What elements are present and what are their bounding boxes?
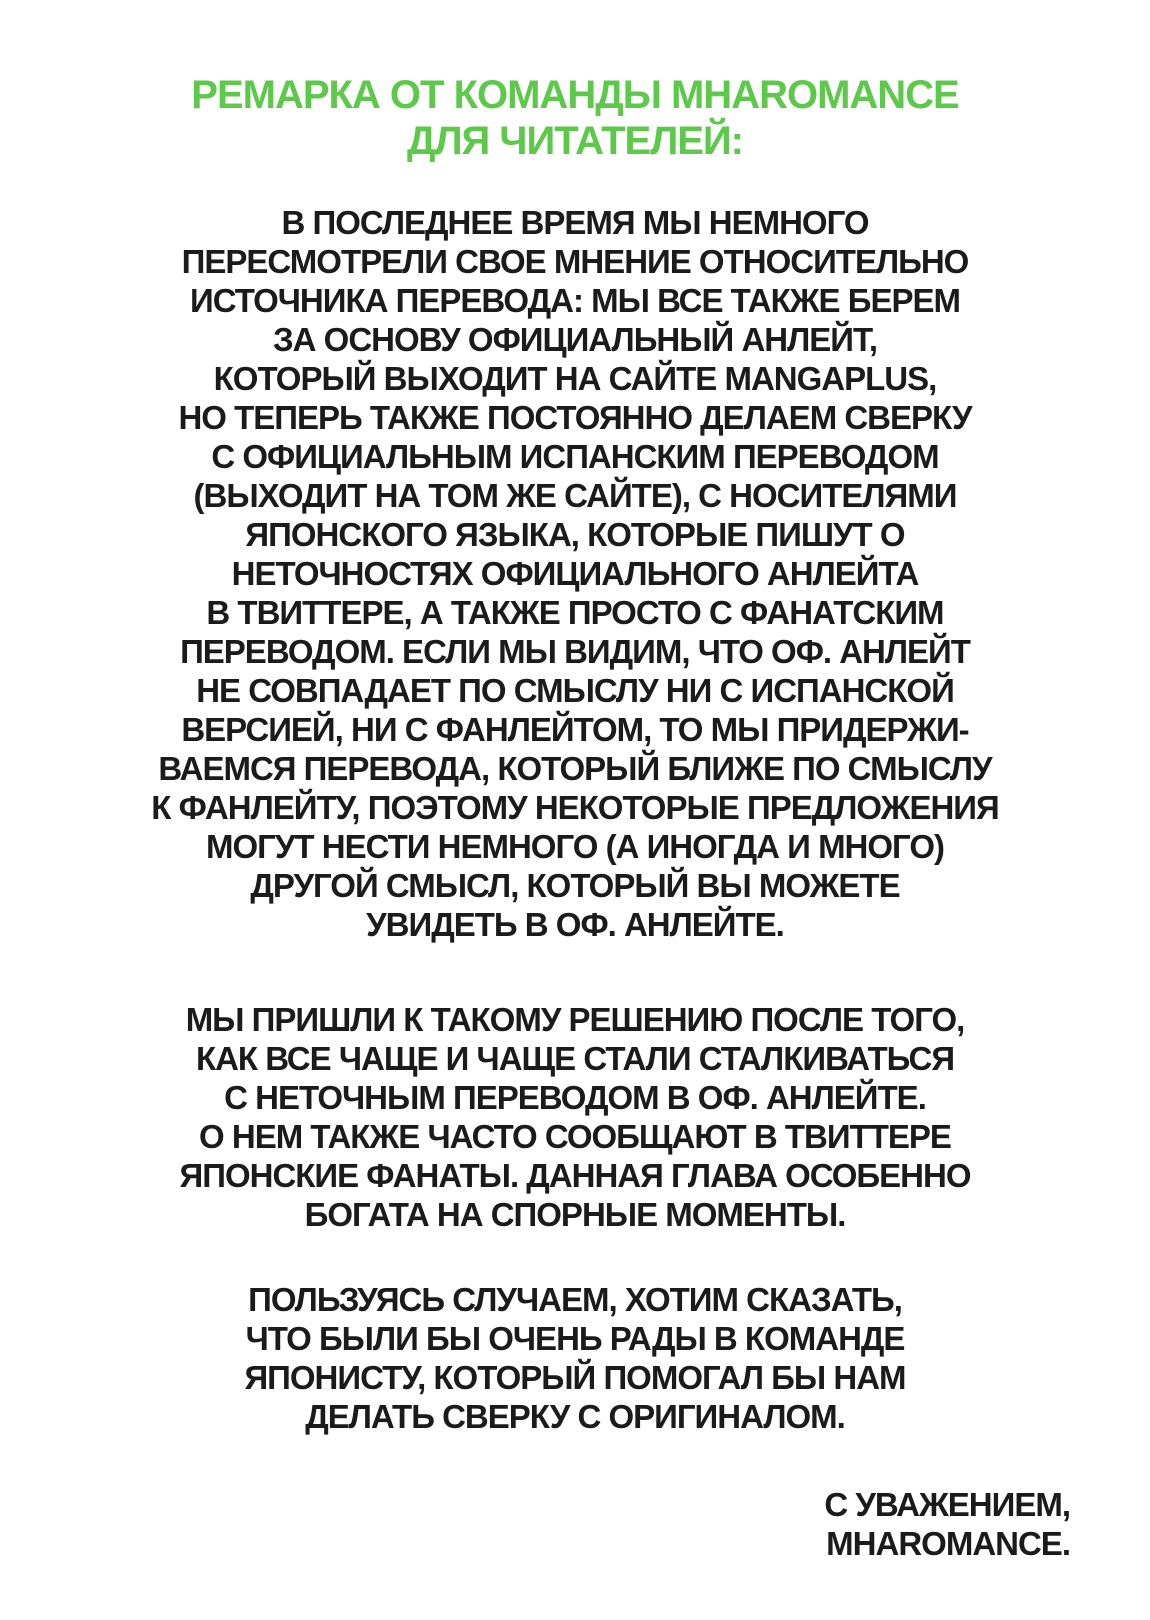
text-line: В ТВИТТЕРЕ, А ТАКЖЕ ПРОСТО С ФАНАТСКИМ: [206, 594, 944, 631]
text-line: МОГУТ НЕСТИ НЕМНОГО (А ИНОГДА И МНОГО): [206, 828, 944, 865]
signature-line: MHAROMANCE.: [826, 1525, 1070, 1562]
text-line: НЕТОЧНОСТЯХ ОФИЦИАЛЬНОГО АНЛЕЙТА: [231, 555, 919, 592]
paragraph-decision-reason: [55, 1000, 1095, 1234]
text-line: НО ТЕПЕРЬ ТАКЖЕ ПОСТОЯННО ДЕЛАЕМ СВЕРКУ: [178, 399, 972, 436]
page-title: [0, 72, 1150, 164]
text-line: МЫ ПРИШЛИ К ТАКОМУ РЕШЕНИЮ ПОСЛЕ ТОГО,: [185, 1001, 965, 1038]
paragraph-translation-sources: [55, 203, 1095, 944]
text-line: КОТОРЫЙ ВЫХОДИТ НА САЙТЕ MANGAPLUS,: [213, 360, 937, 397]
text-line: КАК ВСЕ ЧАЩЕ И ЧАЩЕ СТАЛИ СТАЛКИВАТЬСЯ: [195, 1040, 955, 1077]
text-line: ДЕЛАТЬ СВЕРКУ С ОРИГИНАЛОМ.: [305, 1398, 845, 1435]
text-line: С НЕТОЧНЫМ ПЕРЕВОДОМ В ОФ. АНЛЕЙТЕ.: [224, 1079, 926, 1116]
text-line: ЯПОНИСТУ, КОТОРЫЙ ПОМОГАЛ БЫ НАМ: [244, 1359, 906, 1396]
title-line: РЕМАРКА ОТ КОМАНДЫ MHAROMANCE: [191, 73, 959, 117]
text-line: ВЕРСИЕЙ, НИ С ФАНЛЕЙТОМ, ТО МЫ ПРИДЕРЖИ-: [181, 711, 969, 748]
note-body: [55, 203, 1095, 1436]
text-line: (ВЫХОДИТ НА ТОМ ЖЕ САЙТЕ), С НОСИТЕЛЯМИ: [193, 477, 957, 514]
text-line: ПЕРЕСМОТРЕЛИ СВОЕ МНЕНИЕ ОТНОСИТЕЛЬНО: [181, 243, 969, 280]
text-line: УВИДЕТЬ В ОФ. АНЛЕЙТЕ.: [366, 906, 784, 943]
text-line: БОГАТА НА СПОРНЫЕ МОМЕНТЫ.: [304, 1196, 846, 1233]
title-line: ДЛЯ ЧИТАТЕЛЕЙ:: [406, 119, 744, 163]
text-line: С ОФИЦИАЛЬНЫМ ИСПАНСКИМ ПЕРЕВОДОМ: [211, 438, 939, 475]
text-line: К ФАНЛЕЙТУ, ПОЭТОМУ НЕКОТОРЫЕ ПРЕДЛОЖЕНИЯ: [151, 789, 999, 826]
text-line: ЯПОНСКИЕ ФАНАТЫ. ДАННАЯ ГЛАВА ОСОБЕННО: [179, 1157, 971, 1194]
paragraph-recruitment: [55, 1280, 1095, 1436]
text-line: ПЕРЕВОДОМ. ЕСЛИ МЫ ВИДИМ, ЧТО ОФ. АНЛЕЙТ: [180, 633, 970, 670]
text-line: ДРУГОЙ СМЫСЛ, КОТОРЫЙ ВЫ МОЖЕТЕ: [250, 867, 900, 904]
text-line: НЕ СОВПАДАЕТ ПО СМЫСЛУ НИ С ИСПАНСКОЙ: [196, 672, 954, 709]
signature: [0, 1485, 1150, 1563]
text-line: О НЕМ ТАКЖЕ ЧАСТО СООБЩАЮТ В ТВИТТЕРЕ: [199, 1118, 951, 1155]
text-line: ВАЕМСЯ ПЕРЕВОДА, КОТОРЫЙ БЛИЖЕ ПО СМЫСЛУ: [158, 750, 992, 787]
text-line: ЗА ОСНОВУ ОФИЦИАЛЬНЫЙ АНЛЕЙТ,: [272, 321, 878, 358]
signature-line: С УВАЖЕНИЕМ,: [824, 1486, 1070, 1523]
text-line: ИСТОЧНИКА ПЕРЕВОДА: МЫ ВСЕ ТАКЖЕ БЕРЕМ: [190, 282, 960, 319]
text-line: ЯПОНСКОГО ЯЗЫКА, КОТОРЫЕ ПИШУТ О: [245, 516, 905, 553]
text-line: ПОЛЬЗУЯСЬ СЛУЧАЕМ, ХОТИМ СКАЗАТЬ,: [248, 1281, 902, 1318]
text-line: В ПОСЛЕДНЕЕ ВРЕМЯ МЫ НЕМНОГО: [281, 204, 869, 241]
text-line: ЧТО БЫЛИ БЫ ОЧЕНЬ РАДЫ В КОМАНДЕ: [245, 1320, 905, 1357]
